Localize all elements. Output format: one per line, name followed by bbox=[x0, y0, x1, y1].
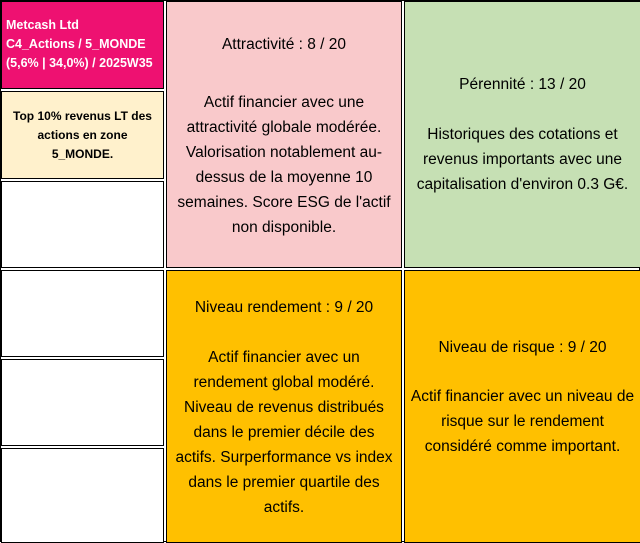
empty-cell bbox=[1, 270, 164, 357]
ranking-tag bbox=[1, 91, 164, 179]
attractivite-panel bbox=[166, 1, 402, 268]
perennite-panel bbox=[404, 1, 640, 268]
empty-cell bbox=[1, 181, 164, 268]
rendement-title: Niveau rendement : 9 / 20 bbox=[194, 299, 374, 316]
company-classification: C4_Actions / 5_MONDE bbox=[6, 37, 146, 51]
empty-cell bbox=[1, 448, 164, 543]
rendement-panel bbox=[166, 270, 402, 543]
ranking-tag-text: Top 10% revenus LT des actions en zone 5_MONDE. bbox=[13, 108, 152, 161]
attractivite-text: Actif financier avec une attractivité globale modérée. Valorisation notablement au-dessus de la moyenne 10 semaines. Score ESG de l'actif non disponible. bbox=[177, 94, 391, 236]
company-stats: (5,6% | 34,0%) / 2025W35 bbox=[6, 56, 153, 70]
risque-text: Actif financier avec un niveau de risque sur le rendement considéré comme important. bbox=[410, 388, 635, 455]
perennite-text: Historiques des cotations et revenus importants avec une capitalisation d'environ 0.3 G€. bbox=[416, 126, 629, 193]
attractivite-title: Attractivité : 8 / 20 bbox=[221, 36, 347, 53]
empty-cell bbox=[1, 359, 164, 446]
rendement-text: Actif financier avec un rendement global modéré. Niveau de revenus distribués dans le premier décile des actifs. Surperformance vs index dans le premier quartile des actifs. bbox=[175, 349, 393, 516]
company-name: Metcash Ltd bbox=[6, 18, 79, 32]
risque-title: Niveau de risque : 9 / 20 bbox=[438, 339, 607, 356]
perennite-title: Pérennité : 13 / 20 bbox=[459, 76, 586, 93]
company-header bbox=[1, 1, 164, 89]
risque-panel bbox=[404, 270, 640, 543]
